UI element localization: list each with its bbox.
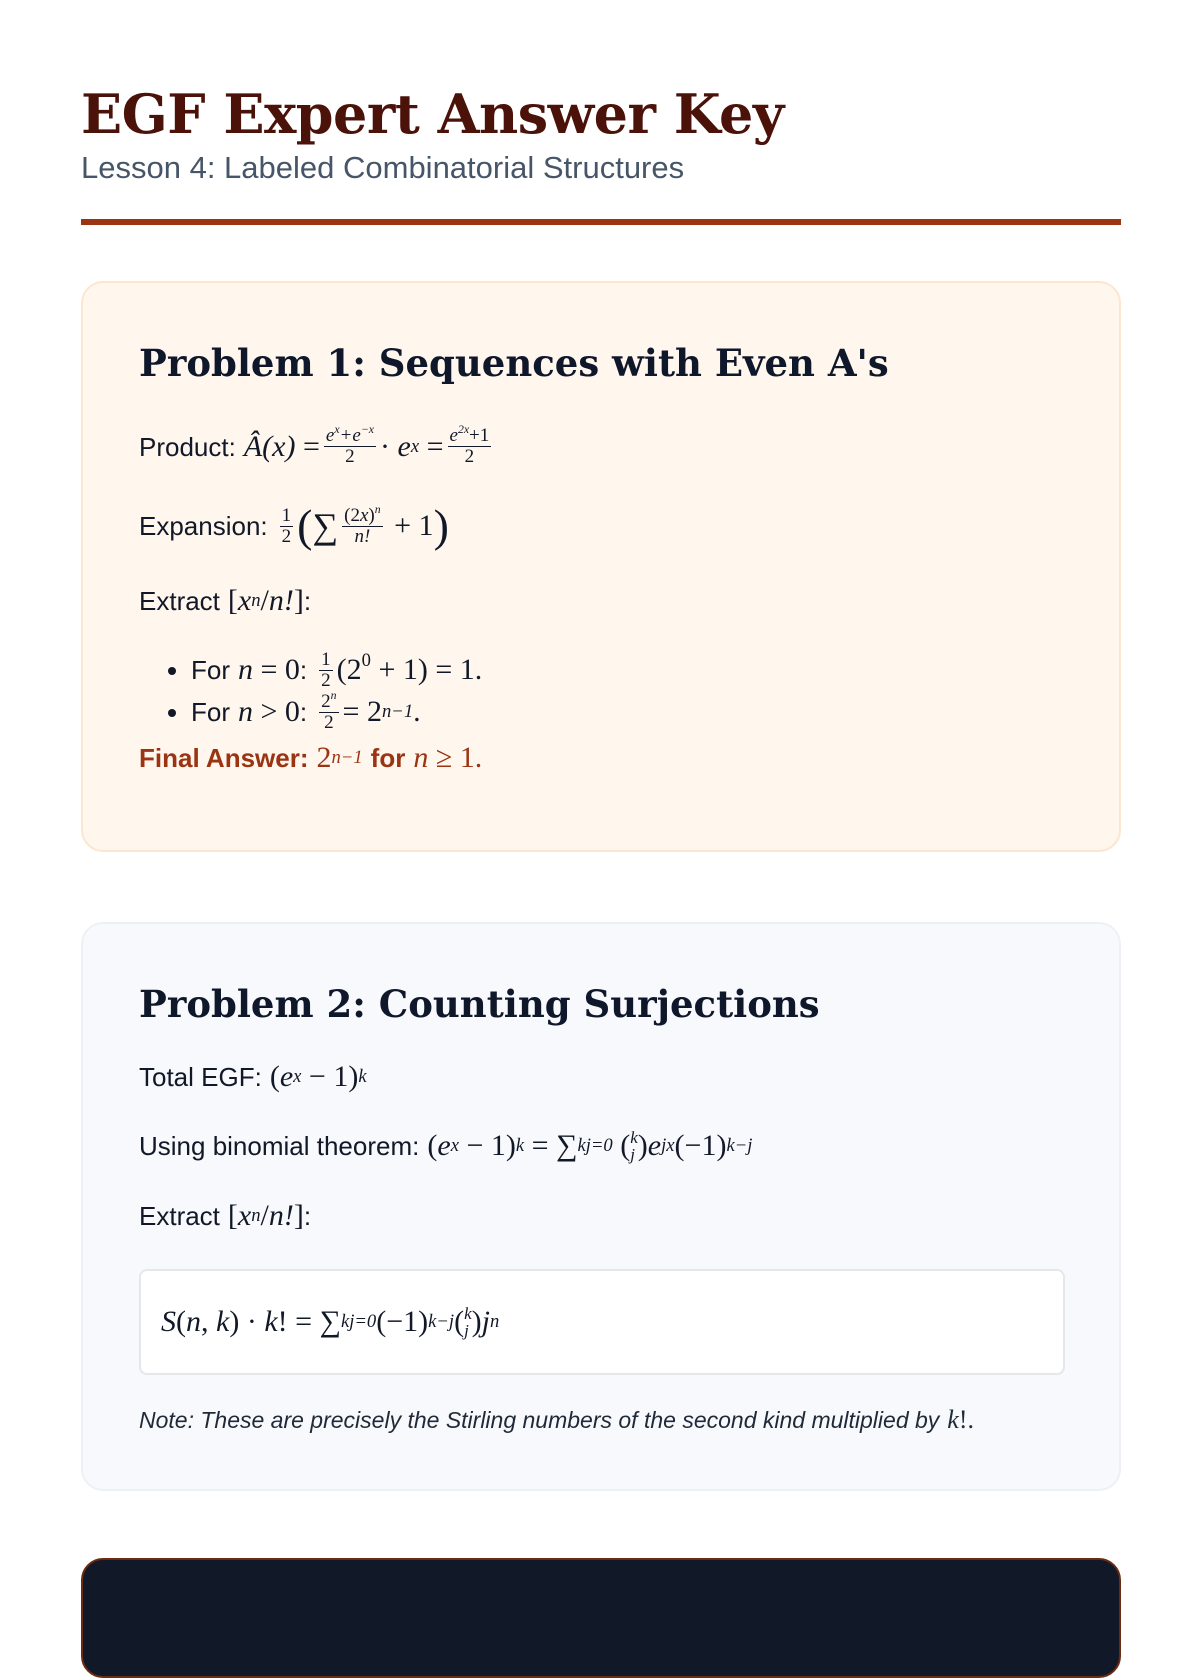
final-answer-label: Final Answer: [139, 743, 309, 773]
product-label: Product: [139, 431, 236, 462]
case-item-n-zero: • For n = 0 : $\frac{1}{2}$ $(2^0 + 1) = 1$. [191, 649, 482, 691]
extract-label-2: Extract [139, 1201, 220, 1231]
binomial-line [139, 1129, 752, 1163]
problem-1-title: Problem 1: Sequences with Even A's [139, 341, 889, 385]
case-list [139, 649, 482, 733]
problem-2-card [81, 922, 1121, 1491]
final-answer-formula: 2 n−1 [316, 741, 363, 774]
expansion-line [139, 500, 449, 551]
stirling-note [139, 1405, 974, 1435]
total-egf-label: Total EGF: [139, 1062, 262, 1092]
binomial-formula: ( e x − 1) k = ∑ k j=0 ( k j ) e jx (−1) k−j [427, 1128, 753, 1164]
final-answer: Final Answer: 2 n−1 for n ≥ 1. [139, 741, 483, 774]
header-divider [81, 219, 1121, 225]
extract-line-2: Extract [ x n / n! ] : [139, 1199, 312, 1232]
product-formula: Â(x) = $\frac{e^x+e^{-x}}{2}$ · e x = $\frac{e^{2x}+1}{2}$ [243, 422, 490, 467]
total-egf-formula: ( e x − 1) k [269, 1060, 367, 1093]
expansion-label: Expansion: [139, 511, 268, 541]
page-title: EGF Expert Answer Key [81, 82, 784, 146]
final-answer-condition: n ≥ 1. [413, 741, 483, 774]
extract-formula-2: [ x n / n! ] [227, 1199, 304, 1232]
expansion-formula: $\frac{1}{2}$ ( ∑ $\frac{(2x)^n}{n!}$ + 1 ) [281, 500, 449, 551]
stirling-note-text: Note: These are precisely the Stirling numbers of the second kind multiplied by [139, 1407, 940, 1433]
surjection-formula: S ( n , k ) · k ! = ∑ k j=0 (−1) k−j ( k j ) j n [161, 1304, 500, 1340]
page-subtitle: Lesson 4: Labeled Combinatorial Structures [81, 150, 685, 185]
extract-formula-1: [ x n / n! ] [227, 584, 304, 617]
total-egf-line [139, 1060, 367, 1094]
problem-3-card [81, 1558, 1121, 1678]
surjection-formula-box [139, 1269, 1065, 1375]
case-item-n-positive: • For n > 0 : $\frac{2^n}{2}$ = 2 n−1 . [191, 691, 482, 733]
extract-line-1: Extract [ x n / n! ] : [139, 584, 312, 617]
binomial-label: Using binomial theorem: [139, 1131, 420, 1161]
product-line [139, 422, 495, 467]
problem-1-card [81, 281, 1121, 852]
stirling-note-formula: k !. [947, 1405, 975, 1434]
extract-label-1: Extract [139, 586, 220, 616]
problem-2-title: Problem 2: Counting Surjections [139, 982, 820, 1026]
